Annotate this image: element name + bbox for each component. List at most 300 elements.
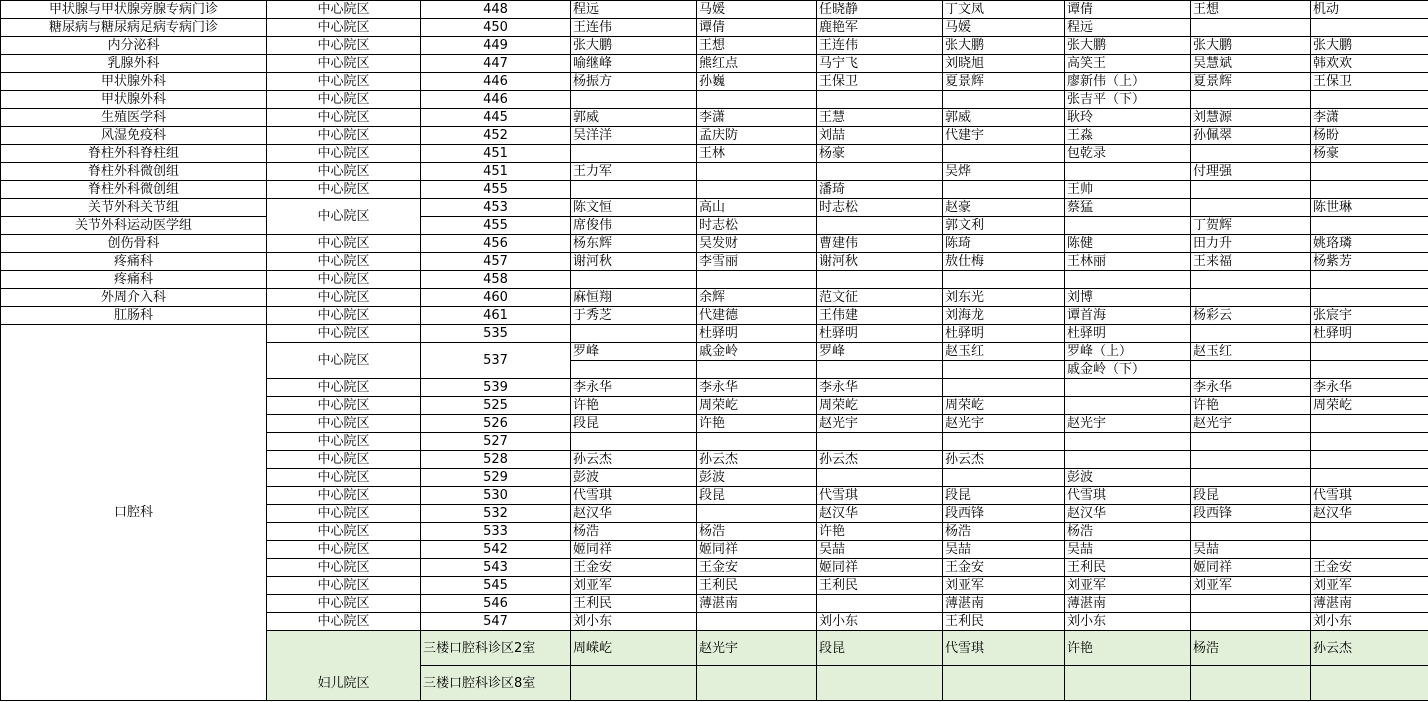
campus-cell: 中心院区 (267, 37, 421, 55)
campus-cell: 中心院区 (267, 343, 421, 379)
room-cell: 533 (421, 523, 571, 541)
doctor-cell: 赵光宇 (697, 631, 817, 666)
doctor-cell: 席俊伟 (571, 217, 697, 235)
dept-cell: 脊柱外科微创组 (1, 181, 267, 199)
doctor-cell: 王林丽 (1065, 253, 1191, 271)
dept-cell: 甲状腺与甲状腺旁腺专病门诊 (1, 1, 267, 19)
doctor-cell: 陈琦 (943, 235, 1065, 253)
dept-cell: 脊柱外科脊柱组 (1, 145, 267, 163)
campus-cell: 中心院区 (267, 253, 421, 271)
campus-cell: 中心院区 (267, 289, 421, 307)
doctor-cell: 熊红点 (697, 55, 817, 73)
doctor-cell (1065, 666, 1191, 701)
doctor-cell (1065, 217, 1191, 235)
room-cell: 458 (421, 271, 571, 289)
doctor-cell: 彭波 (571, 469, 697, 487)
doctor-cell (1311, 217, 1428, 235)
campus-cell: 中心院区 (267, 415, 421, 433)
doctor-cell (1191, 469, 1311, 487)
doctor-cell (1311, 541, 1428, 559)
doctor-cell (1311, 19, 1428, 37)
doctor-cell: 姬同祥 (571, 541, 697, 559)
doctor-cell: 高笑王 (1065, 55, 1191, 73)
dept-cell: 乳腺外科 (1, 55, 267, 73)
doctor-cell: 丁贺辉 (1191, 217, 1311, 235)
campus-cell: 中心院区 (267, 541, 421, 559)
doctor-cell: 潘琦 (817, 181, 943, 199)
campus-cell: 中心院区 (267, 397, 421, 415)
dept-cell: 关节外科运动医学组 (1, 217, 267, 235)
room-cell: 542 (421, 541, 571, 559)
doctor-cell: 刘小东 (817, 613, 943, 631)
doctor-cell: 罗峰 (571, 343, 697, 361)
doctor-cell: 任晓静 (817, 1, 943, 19)
doctor-cell: 刘博 (1065, 289, 1191, 307)
doctor-cell: 周荣屹 (943, 397, 1065, 415)
doctor-cell: 薄湛南 (943, 595, 1065, 613)
doctor-cell (1065, 397, 1191, 415)
campus-cell: 中心院区 (267, 55, 421, 73)
doctor-cell (697, 271, 817, 289)
doctor-cell: 王慧 (817, 109, 943, 127)
doctor-cell: 周荣屹 (697, 397, 817, 415)
doctor-cell: 于秀芝 (571, 307, 697, 325)
room-cell: 537 (421, 343, 571, 379)
doctor-cell: 吴烨 (943, 163, 1065, 181)
campus-cell: 中心院区 (267, 109, 421, 127)
doctor-cell: 王想 (1191, 1, 1311, 19)
room-cell: 452 (421, 127, 571, 145)
doctor-cell: 赵汉华 (1065, 505, 1191, 523)
campus-cell: 中心院区 (267, 613, 421, 631)
doctor-cell: 杨浩 (1065, 523, 1191, 541)
doctor-cell (1311, 433, 1428, 451)
table-row (1, 73, 1428, 91)
doctor-cell: 刘亚军 (943, 577, 1065, 595)
doctor-cell: 王连伟 (571, 19, 697, 37)
doctor-cell: 代建宇 (943, 127, 1065, 145)
room-cell: 545 (421, 577, 571, 595)
doctor-cell: 夏景辉 (943, 73, 1065, 91)
doctor-cell: 王伟建 (817, 307, 943, 325)
table-row (1, 271, 1428, 289)
doctor-cell (1191, 199, 1311, 217)
doctor-cell (1065, 271, 1191, 289)
doctor-cell (1311, 271, 1428, 289)
doctor-cell: 赵光宇 (817, 415, 943, 433)
doctor-cell: 王金安 (697, 559, 817, 577)
doctor-cell: 王保卫 (817, 73, 943, 91)
campus-cell: 中心院区 (267, 505, 421, 523)
doctor-cell: 代雪琪 (1311, 487, 1428, 505)
doctor-cell: 杜驿明 (1311, 325, 1428, 343)
table-row (1, 145, 1428, 163)
doctor-cell: 敖仕梅 (943, 253, 1065, 271)
campus-cell: 中心院区 (267, 73, 421, 91)
doctor-cell: 耿玲 (1065, 109, 1191, 127)
doctor-cell: 张宸宇 (1311, 307, 1428, 325)
doctor-cell (1065, 433, 1191, 451)
doctor-cell: 张大鹏 (943, 37, 1065, 55)
table-row (1, 235, 1428, 253)
doctor-cell: 赵豪 (943, 199, 1065, 217)
doctor-cell: 程远 (571, 1, 697, 19)
doctor-cell (1191, 145, 1311, 163)
table-row (1, 181, 1428, 199)
doctor-cell: 刘晓旭 (943, 55, 1065, 73)
campus-cell: 中心院区 (267, 271, 421, 289)
doctor-cell: 杜驿明 (943, 325, 1065, 343)
doctor-cell: 赵汉华 (571, 505, 697, 523)
table-row (1, 19, 1428, 37)
doctor-cell: 李永华 (697, 379, 817, 397)
doctor-cell (1311, 415, 1428, 433)
doctor-cell (697, 361, 817, 379)
doctor-cell: 王力军 (571, 163, 697, 181)
doctor-cell: 杨紫芳 (1311, 253, 1428, 271)
doctor-cell: 吴洋洋 (571, 127, 697, 145)
room-cell: 445 (421, 109, 571, 127)
doctor-cell (1191, 181, 1311, 199)
doctor-cell: 吴喆 (943, 541, 1065, 559)
doctor-cell: 李永华 (1191, 379, 1311, 397)
doctor-cell: 罗峰（上） (1065, 343, 1191, 361)
doctor-cell: 马媛 (943, 19, 1065, 37)
room-cell: 450 (421, 19, 571, 37)
doctor-cell: 王利民 (1065, 559, 1191, 577)
doctor-cell (943, 145, 1065, 163)
doctor-cell: 许艳 (1065, 631, 1191, 666)
doctor-cell: 李潇 (697, 109, 817, 127)
doctor-cell: 时志松 (697, 217, 817, 235)
doctor-cell (943, 181, 1065, 199)
doctor-cell: 杨彩云 (1191, 307, 1311, 325)
doctor-cell: 彭波 (1065, 469, 1191, 487)
doctor-cell: 陈文恒 (571, 199, 697, 217)
doctor-cell: 吴喆 (1191, 541, 1311, 559)
doctor-cell: 马宁飞 (817, 55, 943, 73)
doctor-cell: 王来福 (1191, 253, 1311, 271)
campus-cell: 中心院区 (267, 181, 421, 199)
doctor-cell (943, 379, 1065, 397)
table-row (1, 253, 1428, 271)
doctor-cell: 付理强 (1191, 163, 1311, 181)
doctor-cell (1191, 666, 1311, 701)
doctor-cell: 高山 (697, 199, 817, 217)
doctor-cell: 赵光宇 (1065, 415, 1191, 433)
campus-cell: 中心院区 (267, 451, 421, 469)
doctor-cell (571, 91, 697, 109)
campus-cell: 中心院区 (267, 433, 421, 451)
doctor-cell (1191, 433, 1311, 451)
doctor-cell: 赵光宇 (1191, 415, 1311, 433)
room-cell: 451 (421, 145, 571, 163)
doctor-cell: 谭首海 (1065, 307, 1191, 325)
room-cell: 455 (421, 181, 571, 199)
campus-cell: 中心院区 (267, 559, 421, 577)
doctor-cell (1191, 289, 1311, 307)
doctor-cell: 杨浩 (943, 523, 1065, 541)
doctor-cell (571, 145, 697, 163)
doctor-cell: 吴喆 (1065, 541, 1191, 559)
doctor-cell: 王金安 (943, 559, 1065, 577)
doctor-cell (1065, 379, 1191, 397)
doctor-cell: 段昆 (943, 487, 1065, 505)
doctor-cell: 刘亚军 (571, 577, 697, 595)
doctor-cell: 刘亚军 (1191, 577, 1311, 595)
doctor-cell (571, 271, 697, 289)
doctor-cell: 李永华 (571, 379, 697, 397)
dept-cell: 肛肠科 (1, 307, 267, 325)
doctor-cell (697, 433, 817, 451)
room-cell: 530 (421, 487, 571, 505)
women-campus-cell: 妇儿院区 (267, 631, 421, 701)
doctor-cell (1311, 163, 1428, 181)
doctor-cell (1311, 289, 1428, 307)
campus-cell: 中心院区 (267, 91, 421, 109)
doctor-cell: 丁文凤 (943, 1, 1065, 19)
doctor-cell: 杨浩 (571, 523, 697, 541)
table-row (1, 325, 1428, 343)
doctor-cell: 段昆 (1191, 487, 1311, 505)
doctor-cell (697, 613, 817, 631)
dept-cell: 甲状腺外科 (1, 73, 267, 91)
dept-cell: 疼痛科 (1, 253, 267, 271)
doctor-cell (1065, 163, 1191, 181)
doctor-cell: 代雪琪 (943, 631, 1065, 666)
table-row (1, 307, 1428, 325)
campus-cell: 中心院区 (267, 577, 421, 595)
doctor-cell: 王保卫 (1311, 73, 1428, 91)
doctor-cell: 余辉 (697, 289, 817, 307)
doctor-cell: 杜驿明 (817, 325, 943, 343)
doctor-cell: 姬同祥 (1191, 559, 1311, 577)
doctor-cell: 谢河秋 (817, 253, 943, 271)
dept-cell: 风湿免疫科 (1, 127, 267, 145)
doctor-cell: 杨振方 (571, 73, 697, 91)
room-cell: 532 (421, 505, 571, 523)
doctor-cell: 彭波 (697, 469, 817, 487)
doctor-cell: 谭倩 (1065, 1, 1191, 19)
dept-cell: 脊柱外科微创组 (1, 163, 267, 181)
doctor-cell (943, 91, 1065, 109)
room-cell: 527 (421, 433, 571, 451)
table-row (1, 55, 1428, 73)
doctor-cell (943, 361, 1065, 379)
doctor-cell: 刘亚军 (1065, 577, 1191, 595)
doctor-cell: 周荣屹 (1311, 397, 1428, 415)
room-cell: 528 (421, 451, 571, 469)
doctor-cell: 吴喆 (817, 541, 943, 559)
doctor-cell: 段昆 (697, 487, 817, 505)
doctor-cell (571, 181, 697, 199)
doctor-cell: 王林 (697, 145, 817, 163)
room-cell: 546 (421, 595, 571, 613)
doctor-cell: 罗峰 (817, 343, 943, 361)
doctor-cell (697, 91, 817, 109)
room-cell: 457 (421, 253, 571, 271)
doctor-cell: 许艳 (1191, 397, 1311, 415)
dept-cell: 疼痛科 (1, 271, 267, 289)
campus-cell: 中心院区 (267, 307, 421, 325)
campus-cell: 中心院区 (267, 163, 421, 181)
campus-cell: 中心院区 (267, 199, 421, 235)
room-cell: 446 (421, 73, 571, 91)
doctor-cell: 王想 (697, 37, 817, 55)
doctor-cell (1191, 361, 1311, 379)
room-cell: 526 (421, 415, 571, 433)
doctor-cell: 刘小东 (1065, 613, 1191, 631)
room-cell: 451 (421, 163, 571, 181)
doctor-cell: 王利民 (943, 613, 1065, 631)
campus-cell: 中心院区 (267, 379, 421, 397)
doctor-cell (1311, 451, 1428, 469)
doctor-cell (1191, 613, 1311, 631)
doctor-cell: 孙云杰 (943, 451, 1065, 469)
doctor-cell: 王淼 (1065, 127, 1191, 145)
doctor-cell: 杨浩 (697, 523, 817, 541)
doctor-cell: 刘小东 (1311, 613, 1428, 631)
doctor-cell: 张大鹏 (571, 37, 697, 55)
doctor-cell (571, 325, 697, 343)
room-cell: 525 (421, 397, 571, 415)
doctor-cell (817, 91, 943, 109)
doctor-cell: 陈世琳 (1311, 199, 1428, 217)
room-cell: 446 (421, 91, 571, 109)
room-cell: 539 (421, 379, 571, 397)
doctor-cell: 张大鹏 (1065, 37, 1191, 55)
table-row (1, 109, 1428, 127)
room-cell: 449 (421, 37, 571, 55)
doctor-cell (1191, 19, 1311, 37)
doctor-cell: 孙云杰 (817, 451, 943, 469)
doctor-cell (1311, 666, 1428, 701)
doctor-cell: 段昆 (571, 415, 697, 433)
doctor-cell (1311, 343, 1428, 361)
doctor-cell: 谢河秋 (571, 253, 697, 271)
doctor-cell: 张吉平（下） (1065, 91, 1191, 109)
doctor-cell: 杜驿明 (697, 325, 817, 343)
room-cell: 三楼口腔科诊区8室 (421, 666, 571, 701)
campus-cell: 中心院区 (267, 145, 421, 163)
doctor-cell: 廖新伟（上） (1065, 73, 1191, 91)
doctor-cell (817, 361, 943, 379)
dept-cell: 内分泌科 (1, 37, 267, 55)
doctor-cell: 赵光宇 (943, 415, 1065, 433)
dept-cell: 创伤骨科 (1, 235, 267, 253)
doctor-cell: 李潇 (1311, 109, 1428, 127)
doctor-cell: 代雪琪 (817, 487, 943, 505)
doctor-cell: 郭威 (943, 109, 1065, 127)
doctor-cell: 戚金岭 (697, 343, 817, 361)
doctor-cell: 孟庆防 (697, 127, 817, 145)
doctor-cell: 刘海龙 (943, 307, 1065, 325)
doctor-cell: 程远 (1065, 19, 1191, 37)
campus-cell: 中心院区 (267, 523, 421, 541)
doctor-cell: 王连伟 (817, 37, 943, 55)
doctor-cell: 孙佩翠 (1191, 127, 1311, 145)
doctor-cell: 时志松 (817, 199, 943, 217)
doctor-cell: 李永华 (817, 379, 943, 397)
doctor-cell: 王金安 (571, 559, 697, 577)
table-row (1, 199, 1428, 217)
doctor-cell (817, 433, 943, 451)
room-cell: 547 (421, 613, 571, 631)
doctor-cell: 夏景辉 (1191, 73, 1311, 91)
doctor-cell: 段昆 (817, 631, 943, 666)
campus-cell: 中心院区 (267, 325, 421, 343)
doctor-cell: 李雪丽 (697, 253, 817, 271)
doctor-cell: 姬同祥 (817, 559, 943, 577)
dept-cell: 糖尿病与糖尿病足病专病门诊 (1, 19, 267, 37)
doctor-cell: 许艳 (697, 415, 817, 433)
doctor-cell: 张大鹏 (1191, 37, 1311, 55)
doctor-cell: 刘亚军 (1311, 577, 1428, 595)
doctor-cell (943, 271, 1065, 289)
doctor-cell: 刘慧源 (1191, 109, 1311, 127)
doctor-cell: 薄湛南 (1311, 595, 1428, 613)
oral-dept-cell: 口腔科 (1, 325, 267, 701)
doctor-cell: 李永华 (1311, 379, 1428, 397)
doctor-cell: 许艳 (817, 523, 943, 541)
doctor-cell: 范文征 (817, 289, 943, 307)
doctor-cell: 机动 (1311, 1, 1428, 19)
doctor-cell (697, 505, 817, 523)
doctor-cell: 姬同祥 (697, 541, 817, 559)
doctor-cell: 喻继峰 (571, 55, 697, 73)
doctor-cell (1191, 595, 1311, 613)
doctor-cell: 蔡猛 (1065, 199, 1191, 217)
doctor-cell (1191, 91, 1311, 109)
dept-cell: 生殖医学科 (1, 109, 267, 127)
doctor-cell (571, 433, 697, 451)
room-cell: 460 (421, 289, 571, 307)
doctor-cell: 郭文利 (943, 217, 1065, 235)
table-row (1, 91, 1428, 109)
dept-cell: 关节外科关节组 (1, 199, 267, 217)
campus-cell: 中心院区 (267, 19, 421, 37)
doctor-cell (817, 271, 943, 289)
doctor-cell: 麻恒翔 (571, 289, 697, 307)
doctor-cell: 薄湛南 (697, 595, 817, 613)
doctor-cell: 刘小东 (571, 613, 697, 631)
campus-cell: 中心院区 (267, 127, 421, 145)
doctor-cell: 赵玉红 (1191, 343, 1311, 361)
doctor-cell: 刘喆 (817, 127, 943, 145)
table-row (1, 289, 1428, 307)
doctor-cell: 杨豪 (817, 145, 943, 163)
doctor-cell: 韩欢欢 (1311, 55, 1428, 73)
doctor-cell (697, 181, 817, 199)
doctor-cell: 王利民 (697, 577, 817, 595)
doctor-cell: 许艳 (571, 397, 697, 415)
doctor-cell: 赵玉红 (943, 343, 1065, 361)
doctor-cell: 田力升 (1191, 235, 1311, 253)
doctor-cell (1311, 91, 1428, 109)
campus-cell: 中心院区 (267, 595, 421, 613)
doctor-cell: 孙云杰 (1311, 631, 1428, 666)
doctor-cell: 段西锋 (943, 505, 1065, 523)
table-row (1, 1, 1428, 19)
doctor-cell: 谭倩 (697, 19, 817, 37)
doctor-cell: 代雪琪 (571, 487, 697, 505)
doctor-cell: 杨东辉 (571, 235, 697, 253)
doctor-cell: 段西锋 (1191, 505, 1311, 523)
doctor-cell: 姚珞璘 (1311, 235, 1428, 253)
doctor-cell (1311, 181, 1428, 199)
doctor-cell (571, 361, 697, 379)
doctor-cell: 包乾录 (1065, 145, 1191, 163)
